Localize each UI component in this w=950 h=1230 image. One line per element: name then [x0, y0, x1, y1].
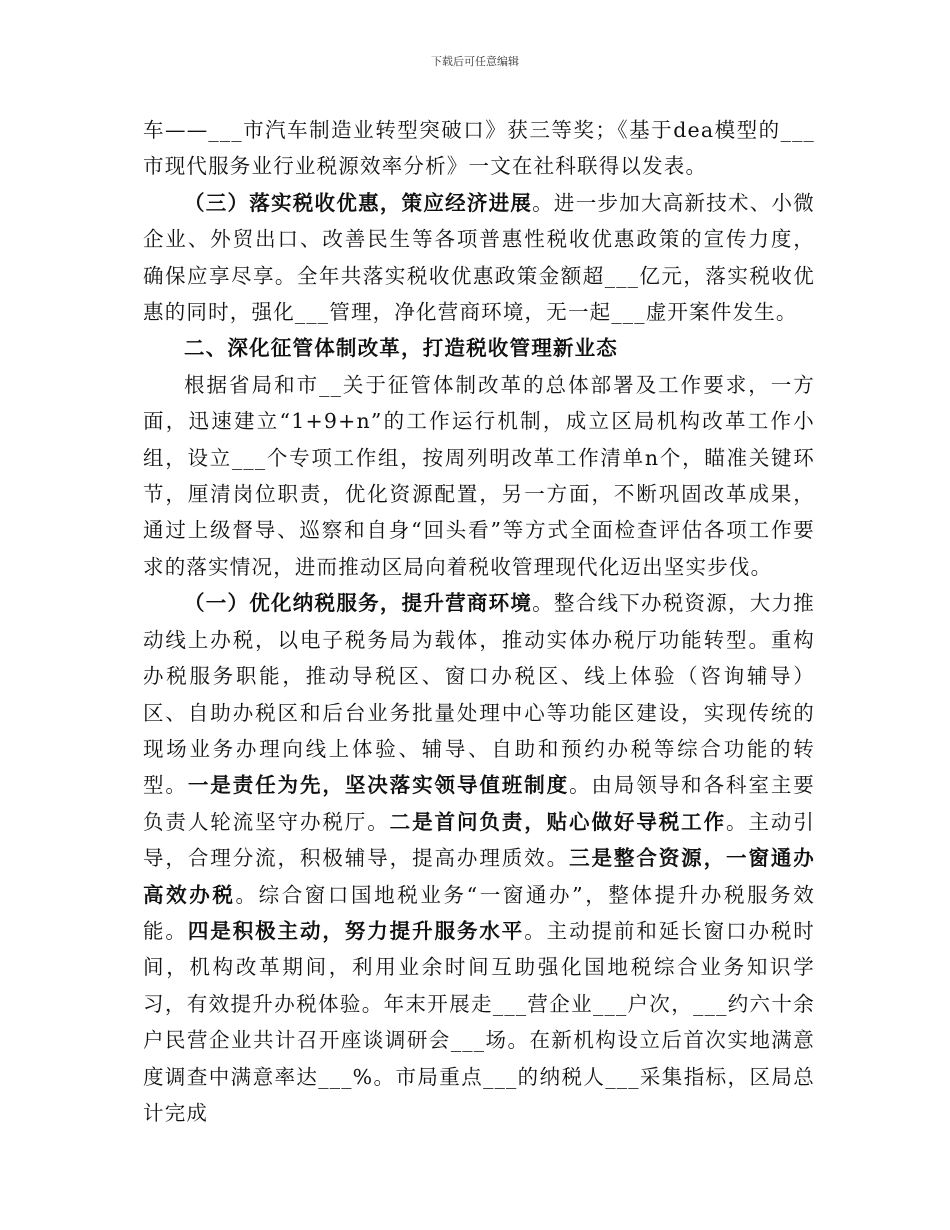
- bold-run: 二是首问负责，贴心做好导税工作: [389, 809, 727, 834]
- text-run: 。主动引导，合理分流，积极辅导，提高办理质效。: [143, 809, 816, 871]
- bold-heading-run: （三）落实税收优惠，策应经济进展: [184, 190, 533, 215]
- text-run: 。进一步加大高新技术、小微企业、外贸出口、改善民生等各项普惠性税收优惠政策的宣传力度，确保应享尽享。全年共落实税收优惠政策金额超___亿元，落实税收优惠的同时，强化___管理，净化营商环境，无一起___虚开案件发生。: [143, 190, 815, 325]
- text-run: 。综合窗口国地税业务“一窗通办”，整体提升办税服务效能。: [143, 882, 815, 943]
- text-run: 车——___市汽车制造业转型突破口》获三等奖；《基于dea模型的___市现代服务业行业税源效率分析》一文在社科联得以发表。: [143, 118, 815, 179]
- bold-heading-run: （一）优化纳税服务，提升营商环境: [184, 591, 533, 616]
- document-body: [143, 112, 815, 1131]
- section-heading: [143, 330, 815, 366]
- text-run: 。由局领导和各科室主要负责人轮流坚守办税厅。: [143, 773, 815, 834]
- bold-run: 四是积极主动，努力提升服务水平: [187, 918, 525, 943]
- bold-run: 一是责任为先，坚决落实领导值班制度: [187, 773, 570, 798]
- text-run: 。整合线下办税资源，大力推动线上办税，以电子税务局为载体，推动实体办税厅功能转型。重构办税服务职能，推动导税区、窗口办税区、线上体验（咨询辅导）区、自助办税区和后台业务批量处理中心等功能区建设，实现传统的现场业务办理向线上体验、辅导、自助和预约办税等综合功能的转型。: [143, 591, 815, 798]
- text-run: 根据省局和市__关于征管体制改革的总体部署及工作要求，一方面，迅速建立“1+9+n”的工作运行机制，成立区局机构改革工作小组，设立___个专项工作组，按周列明改革工作清单n个，瞄准关键环节，厘清岗位职责，优化资源配置，另一方面，不断巩固改革成果，通过上级督导、巡察和自身“回头看”等方式全面检查评估各项工作要求的落实情况，进而推动区局向着税收管理现代化迈出坚实步伐。: [143, 372, 815, 579]
- page-header: 下载后可任意编辑: [431, 55, 519, 68]
- paragraph-4: [143, 367, 815, 585]
- paragraph-5: [143, 585, 815, 1131]
- paragraph-2: [143, 185, 815, 331]
- text-run: 。主动提前和延长窗口办税时间，机构改革期间，利用业余时间互助强化国地税综合业务知识学习，有效提升办税体验。年末开展走___营企业___户次，___约六十余户民营企业共计召开座谈调研会___场。在新机构设立后首次实地满意度调查中满意率达___%。市局重点___的纳税人___采集指标，区局总计完成: [143, 918, 816, 1125]
- paragraph-1: [143, 112, 815, 185]
- bold-run: 三是整合资源，一窗通办高效办税: [143, 846, 815, 907]
- bold-heading-run: 二、深化征管体制改革，打造税收管理新业态: [184, 336, 618, 361]
